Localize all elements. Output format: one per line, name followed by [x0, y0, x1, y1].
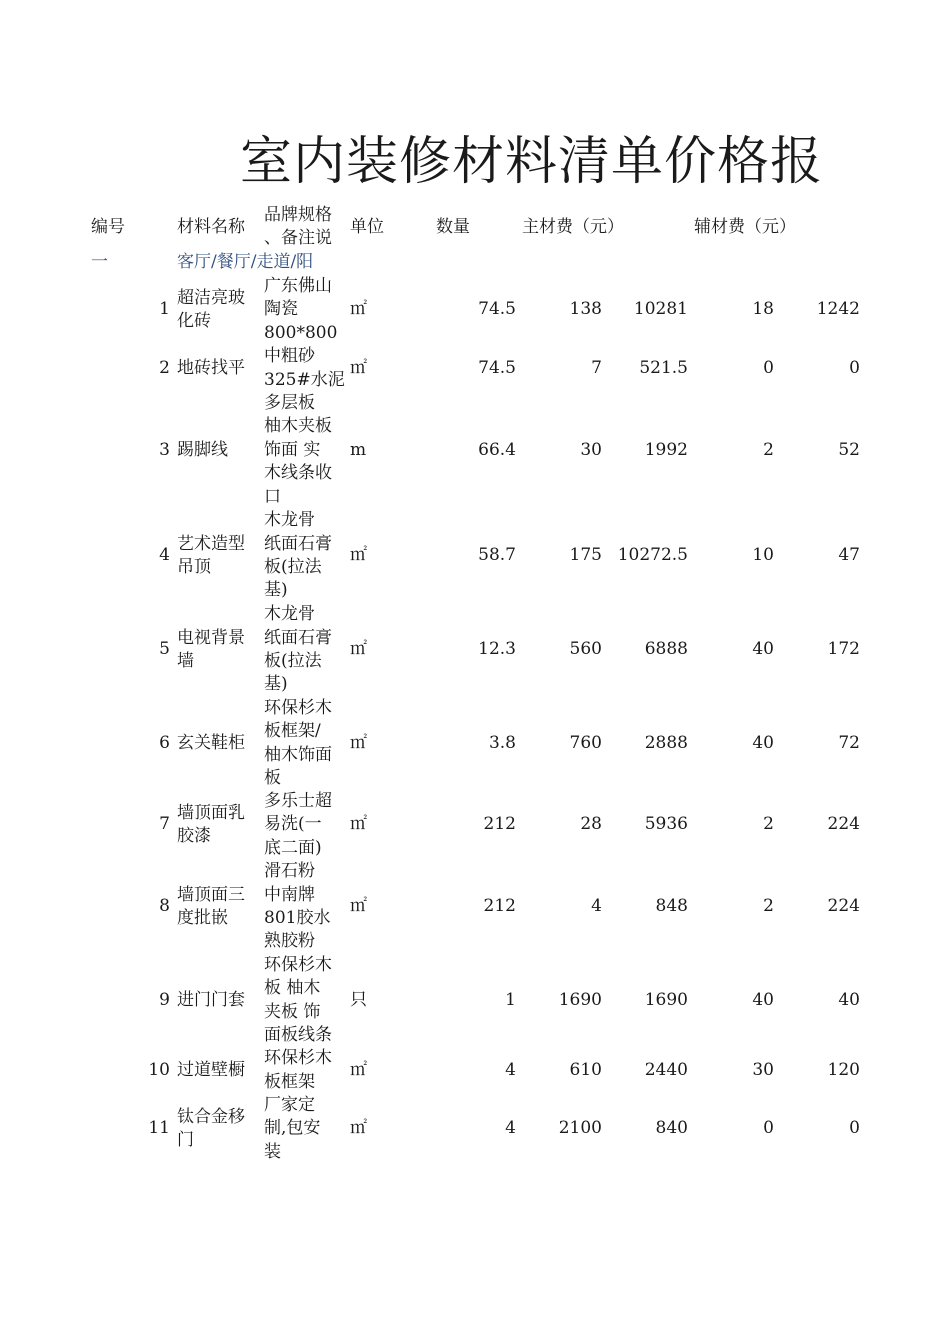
row-spec: 广东佛山 陶瓷 800*800: [264, 275, 338, 343]
row-unit: 只: [350, 989, 367, 1010]
row-material-name: 过道壁橱: [177, 1059, 245, 1080]
row-material-name: 电视背景 墙: [177, 627, 245, 671]
row-number: 9: [159, 989, 170, 1010]
row-material-name: 玄关鞋柜: [177, 732, 245, 753]
row-material-name: 踢脚线: [177, 439, 228, 460]
row-number: 10: [148, 1059, 170, 1080]
header-number: 编号: [91, 217, 125, 237]
row-aux-total: 72: [838, 732, 860, 753]
row-spec: 环保杉木 板框架/ 柚木饰面 板: [264, 697, 332, 788]
row-spec: 多乐士超 易洗(一 底二面): [264, 790, 332, 858]
row-quantity: 74.5: [478, 299, 516, 320]
row-quantity: 212: [483, 814, 516, 835]
row-unit: ㎡: [350, 896, 367, 917]
row-number: 1: [159, 299, 170, 320]
header-quantity: 数量: [436, 217, 470, 237]
row-main-total: 1992: [644, 439, 688, 460]
row-quantity: 4: [505, 1118, 516, 1139]
row-quantity: 12.3: [478, 639, 516, 660]
row-aux-unit-price: 18: [752, 299, 774, 320]
row-quantity: 4: [505, 1059, 516, 1080]
row-number: 6: [159, 732, 170, 753]
row-material-name: 墙顶面乳 胶漆: [177, 802, 245, 846]
document-title: 室内装修材料清单价格报: [240, 132, 824, 192]
row-material-name: 墙顶面三 度批嵌: [177, 884, 245, 928]
row-main-total: 521.5: [639, 357, 688, 378]
row-main-total: 848: [655, 896, 688, 917]
row-quantity: 1: [505, 989, 516, 1010]
row-material-name: 艺术造型 吊顶: [177, 533, 245, 577]
row-aux-unit-price: 40: [752, 732, 774, 753]
row-main-unit-price: 560: [569, 639, 602, 660]
row-spec: 木龙骨 纸面石膏 板(拉法 基): [264, 604, 332, 695]
section-number: 一: [91, 252, 108, 272]
row-main-unit-price: 175: [569, 545, 602, 566]
row-quantity: 212: [483, 896, 516, 917]
row-main-total: 1690: [644, 989, 688, 1010]
row-spec: 环保杉木 板 柚木 夹板 饰 面板线条: [264, 954, 332, 1045]
row-spec: 多层板 柚木夹板 饰面 实 木线条收 口: [264, 392, 332, 507]
row-main-unit-price: 4: [591, 896, 602, 917]
row-quantity: 74.5: [478, 357, 516, 378]
row-aux-total: 0: [849, 1118, 860, 1139]
row-aux-total: 224: [827, 896, 860, 917]
row-main-unit-price: 610: [569, 1059, 602, 1080]
row-number: 11: [148, 1118, 170, 1139]
row-main-total: 6888: [644, 639, 688, 660]
row-spec: 环保杉木 板框架: [264, 1048, 332, 1092]
row-number: 7: [159, 814, 170, 835]
row-main-unit-price: 138: [569, 299, 602, 320]
row-aux-unit-price: 0: [763, 1118, 774, 1139]
row-material-name: 地砖找平: [177, 357, 245, 378]
header-auxiliary-material-cost: 辅材费（元）: [694, 217, 796, 237]
row-main-total: 10272.5: [617, 545, 688, 566]
row-aux-total: 0: [849, 357, 860, 378]
row-aux-unit-price: 2: [763, 439, 774, 460]
row-spec: 中粗砂 325#水泥: [264, 346, 345, 390]
row-aux-unit-price: 10: [752, 545, 774, 566]
row-quantity: 58.7: [478, 545, 516, 566]
row-unit: ㎡: [350, 639, 367, 660]
header-main-material-cost: 主材费（元）: [522, 217, 624, 237]
row-number: 3: [159, 439, 170, 460]
row-number: 8: [159, 896, 170, 917]
row-aux-total: 224: [827, 814, 860, 835]
header-material-name: 材料名称: [177, 217, 245, 237]
row-number: 4: [159, 545, 170, 566]
row-aux-total: 120: [827, 1059, 860, 1080]
row-main-unit-price: 30: [580, 439, 602, 460]
row-main-unit-price: 2100: [558, 1118, 602, 1139]
row-main-unit-price: 760: [569, 732, 602, 753]
row-unit: m: [350, 439, 367, 460]
row-material-name: 超洁亮玻 化砖: [177, 287, 245, 331]
row-number: 5: [159, 639, 170, 660]
header-spec: 品牌规格 、备注说: [264, 205, 332, 249]
row-main-unit-price: 1690: [558, 989, 602, 1010]
row-aux-unit-price: 0: [763, 357, 774, 378]
row-unit: ㎡: [350, 1059, 367, 1080]
row-main-total: 5936: [644, 814, 688, 835]
row-quantity: 3.8: [488, 732, 516, 753]
row-aux-unit-price: 2: [763, 896, 774, 917]
row-unit: ㎡: [350, 1118, 367, 1139]
row-material-name: 进门门套: [177, 989, 245, 1010]
row-aux-unit-price: 2: [763, 814, 774, 835]
row-main-total: 2888: [644, 732, 688, 753]
row-main-total: 10281: [633, 299, 688, 320]
row-main-total: 2440: [644, 1059, 688, 1080]
row-number: 2: [159, 357, 170, 378]
row-unit: ㎡: [350, 732, 367, 753]
row-quantity: 66.4: [478, 439, 516, 460]
row-material-name: 钛合金移 门: [177, 1106, 245, 1150]
row-aux-unit-price: 40: [752, 639, 774, 660]
row-spec: 滑石粉 中南牌 801胶水 熟胶粉: [264, 861, 331, 952]
header-unit: 单位: [350, 217, 384, 237]
row-spec: 厂家定 制,包安 装: [264, 1094, 321, 1162]
row-aux-unit-price: 40: [752, 989, 774, 1010]
row-main-unit-price: 28: [580, 814, 602, 835]
row-unit: ㎡: [350, 545, 367, 566]
row-unit: ㎡: [350, 357, 367, 378]
row-aux-total: 52: [838, 439, 860, 460]
row-aux-total: 172: [827, 639, 860, 660]
row-aux-total: 1242: [816, 299, 860, 320]
row-unit: ㎡: [350, 299, 367, 320]
row-unit: ㎡: [350, 814, 367, 835]
row-aux-total: 47: [838, 545, 860, 566]
row-main-total: 840: [655, 1118, 688, 1139]
row-spec: 木龙骨 纸面石膏 板(拉法 基): [264, 510, 332, 601]
row-aux-total: 40: [838, 989, 860, 1010]
section-name: 客厅/餐厅/走道/阳: [177, 252, 314, 272]
row-main-unit-price: 7: [591, 357, 602, 378]
row-aux-unit-price: 30: [752, 1059, 774, 1080]
